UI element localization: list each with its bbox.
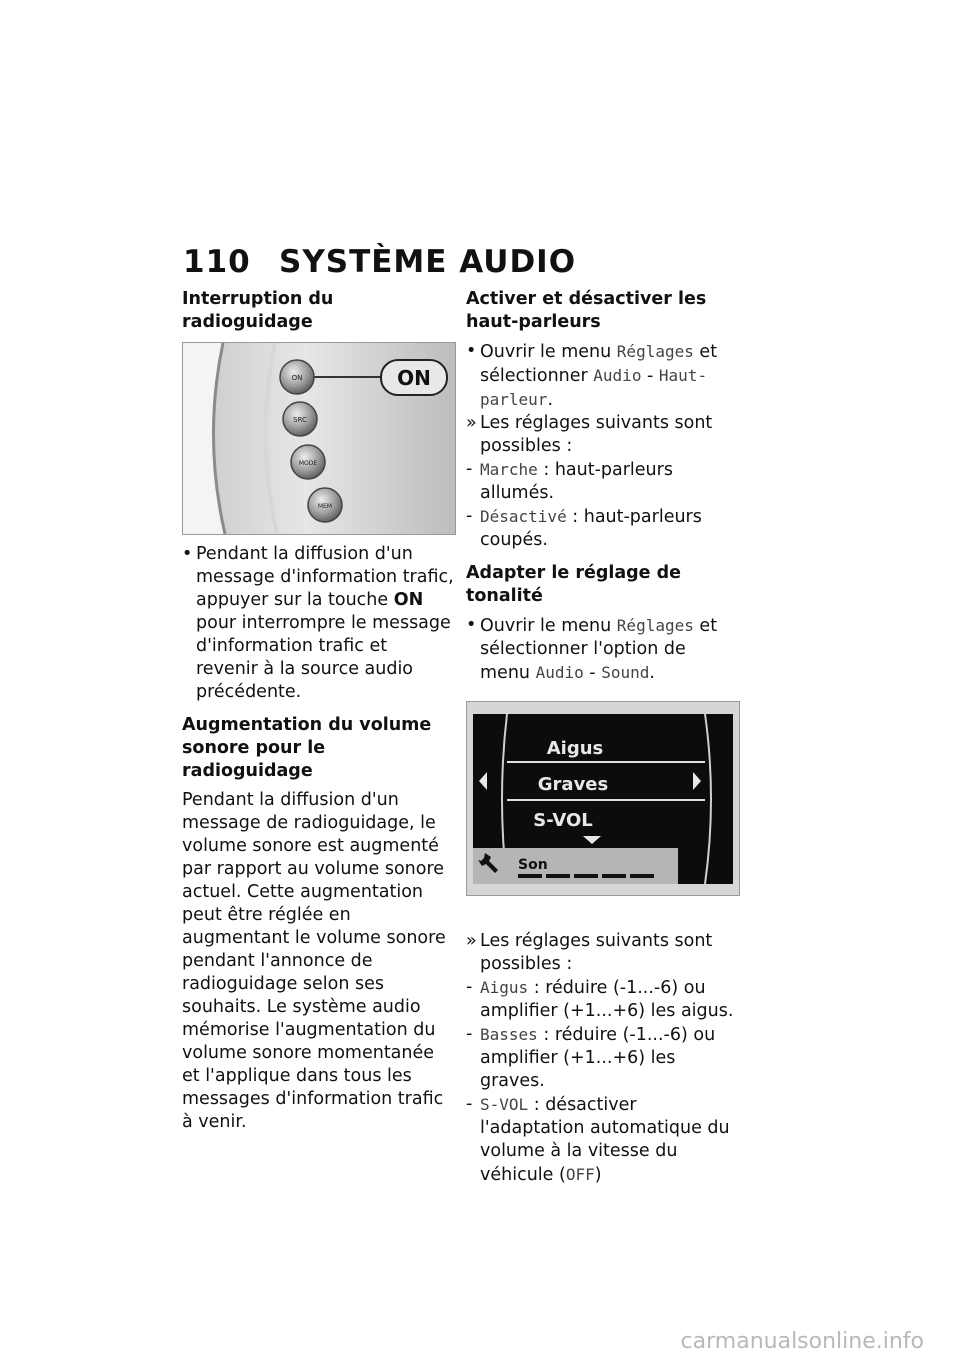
option-desactive — [466, 505, 741, 552]
btn-label-mem: MEM — [317, 503, 333, 510]
text: et sélectionner — [480, 342, 718, 386]
text: . — [649, 663, 655, 683]
bullet-marker: • — [182, 544, 193, 564]
option-text: : haut-parleurs allumés. — [480, 460, 673, 503]
result-marker: » — [466, 931, 477, 951]
option-text: : réduire (-1...-6) ou amplifier (+1...+6) les graves. — [480, 1025, 716, 1091]
display-item-aigus: Aigus — [546, 738, 604, 759]
option-text: : désactiver l'adaptation automatique du volume à la vitesse du véhicule ( — [480, 1095, 730, 1185]
dash-marker: - — [466, 459, 473, 479]
text: - — [583, 663, 602, 683]
display-footer-son: Son — [518, 857, 548, 873]
left-column — [182, 288, 454, 1134]
on-key-label: ON — [393, 590, 424, 610]
text: . — [547, 390, 554, 410]
tft-display-image — [466, 701, 740, 896]
option-basses — [466, 1023, 741, 1093]
menu-audio: Audio — [593, 366, 642, 385]
text: et sélectionner l'option de menu — [480, 616, 718, 683]
text: - — [641, 366, 659, 386]
option-text: : réduire (-1...-6) ou amplifier (+1...+6) les aigus. — [480, 978, 734, 1021]
option-text-end: ) — [594, 1165, 602, 1185]
result-text: Les réglages suivants sont possibles : — [480, 413, 713, 456]
option-code: Aigus — [480, 978, 529, 997]
heading-haut-parleurs: Activer et désactiver les haut-parleurs — [466, 289, 707, 332]
heading-tonalite: Adapter le réglage de tonalité — [466, 563, 682, 606]
menu-audio: Audio — [535, 663, 584, 682]
display-item-svol: S-VOL — [533, 810, 593, 831]
btn-label-on: ON — [291, 374, 303, 382]
watermark: carmanualsonline.info — [680, 1329, 924, 1354]
heading-augmentation: Augmentation du volume sonore pour le radioguidage — [182, 715, 432, 781]
bullet-text-end: pour interrompre le message d'information trafic et revenir à la source audio précédente. — [196, 613, 451, 702]
on-callout-label: ON — [397, 366, 431, 390]
option-code: Désactivé — [480, 507, 567, 526]
menu-reglages: Réglages — [616, 342, 694, 361]
btn-label-mode: MODE — [298, 460, 318, 467]
text: Ouvrir le menu — [480, 616, 617, 636]
page-title: SYSTÈME AUDIO — [279, 244, 577, 280]
bullet-marker: • — [466, 615, 477, 635]
result-text: Les réglages suivants sont possibles : — [480, 931, 713, 974]
option-marche — [466, 458, 741, 505]
heading-interruption: Interruption du radioguidage — [182, 289, 334, 332]
dash-marker: - — [466, 506, 473, 526]
option-code: Marche — [480, 460, 538, 479]
right-column — [466, 288, 741, 1187]
text: Ouvrir le menu — [480, 342, 617, 362]
option-aigus — [466, 976, 741, 1023]
dash-marker: - — [466, 1094, 473, 1114]
menu-reglages: Réglages — [616, 616, 694, 635]
page-number: 110 — [183, 244, 251, 280]
menu-haut-parleur: Haut-parleur — [480, 366, 708, 409]
result-2 — [466, 930, 741, 976]
dash-marker: - — [466, 1024, 473, 1044]
bullet-open-menu-2 — [466, 614, 741, 685]
option-svol — [466, 1093, 741, 1187]
menu-sound: Sound — [601, 663, 650, 682]
dash-marker: - — [466, 977, 473, 997]
bullet-text: Pendant la diffusion d'un message d'information trafic, appuyer sur la touche — [196, 544, 454, 610]
option-code: S-VOL — [480, 1095, 529, 1114]
page-header — [183, 244, 576, 280]
result-marker: » — [466, 413, 477, 433]
btn-label-src: SRC — [293, 416, 307, 424]
display-item-graves: Graves — [537, 774, 609, 795]
option-text: : haut-parleurs coupés. — [480, 507, 702, 550]
result-1 — [466, 412, 741, 458]
paragraph-augmentation: Pendant la diffusion d'un message de radioguidage, le volume sonore est augmenté par rapport au volume sonore actuel. Cette augmentation peut être réglée en augmentant le volume sonore pendant l'annonce de radioguidage selon ses souhaits. Le système audio mémorise l'augmentation du volume sonore momentanée et l'applique dans tous les messages d'information trafic à venir. — [182, 790, 446, 1132]
bullet-open-menu-1 — [466, 340, 741, 412]
button-panel-image — [182, 342, 456, 535]
option-code: Basses — [480, 1025, 538, 1044]
bullet-marker: • — [466, 341, 477, 361]
bullet-interrupt — [182, 543, 454, 704]
option-code-off: OFF — [565, 1165, 595, 1184]
